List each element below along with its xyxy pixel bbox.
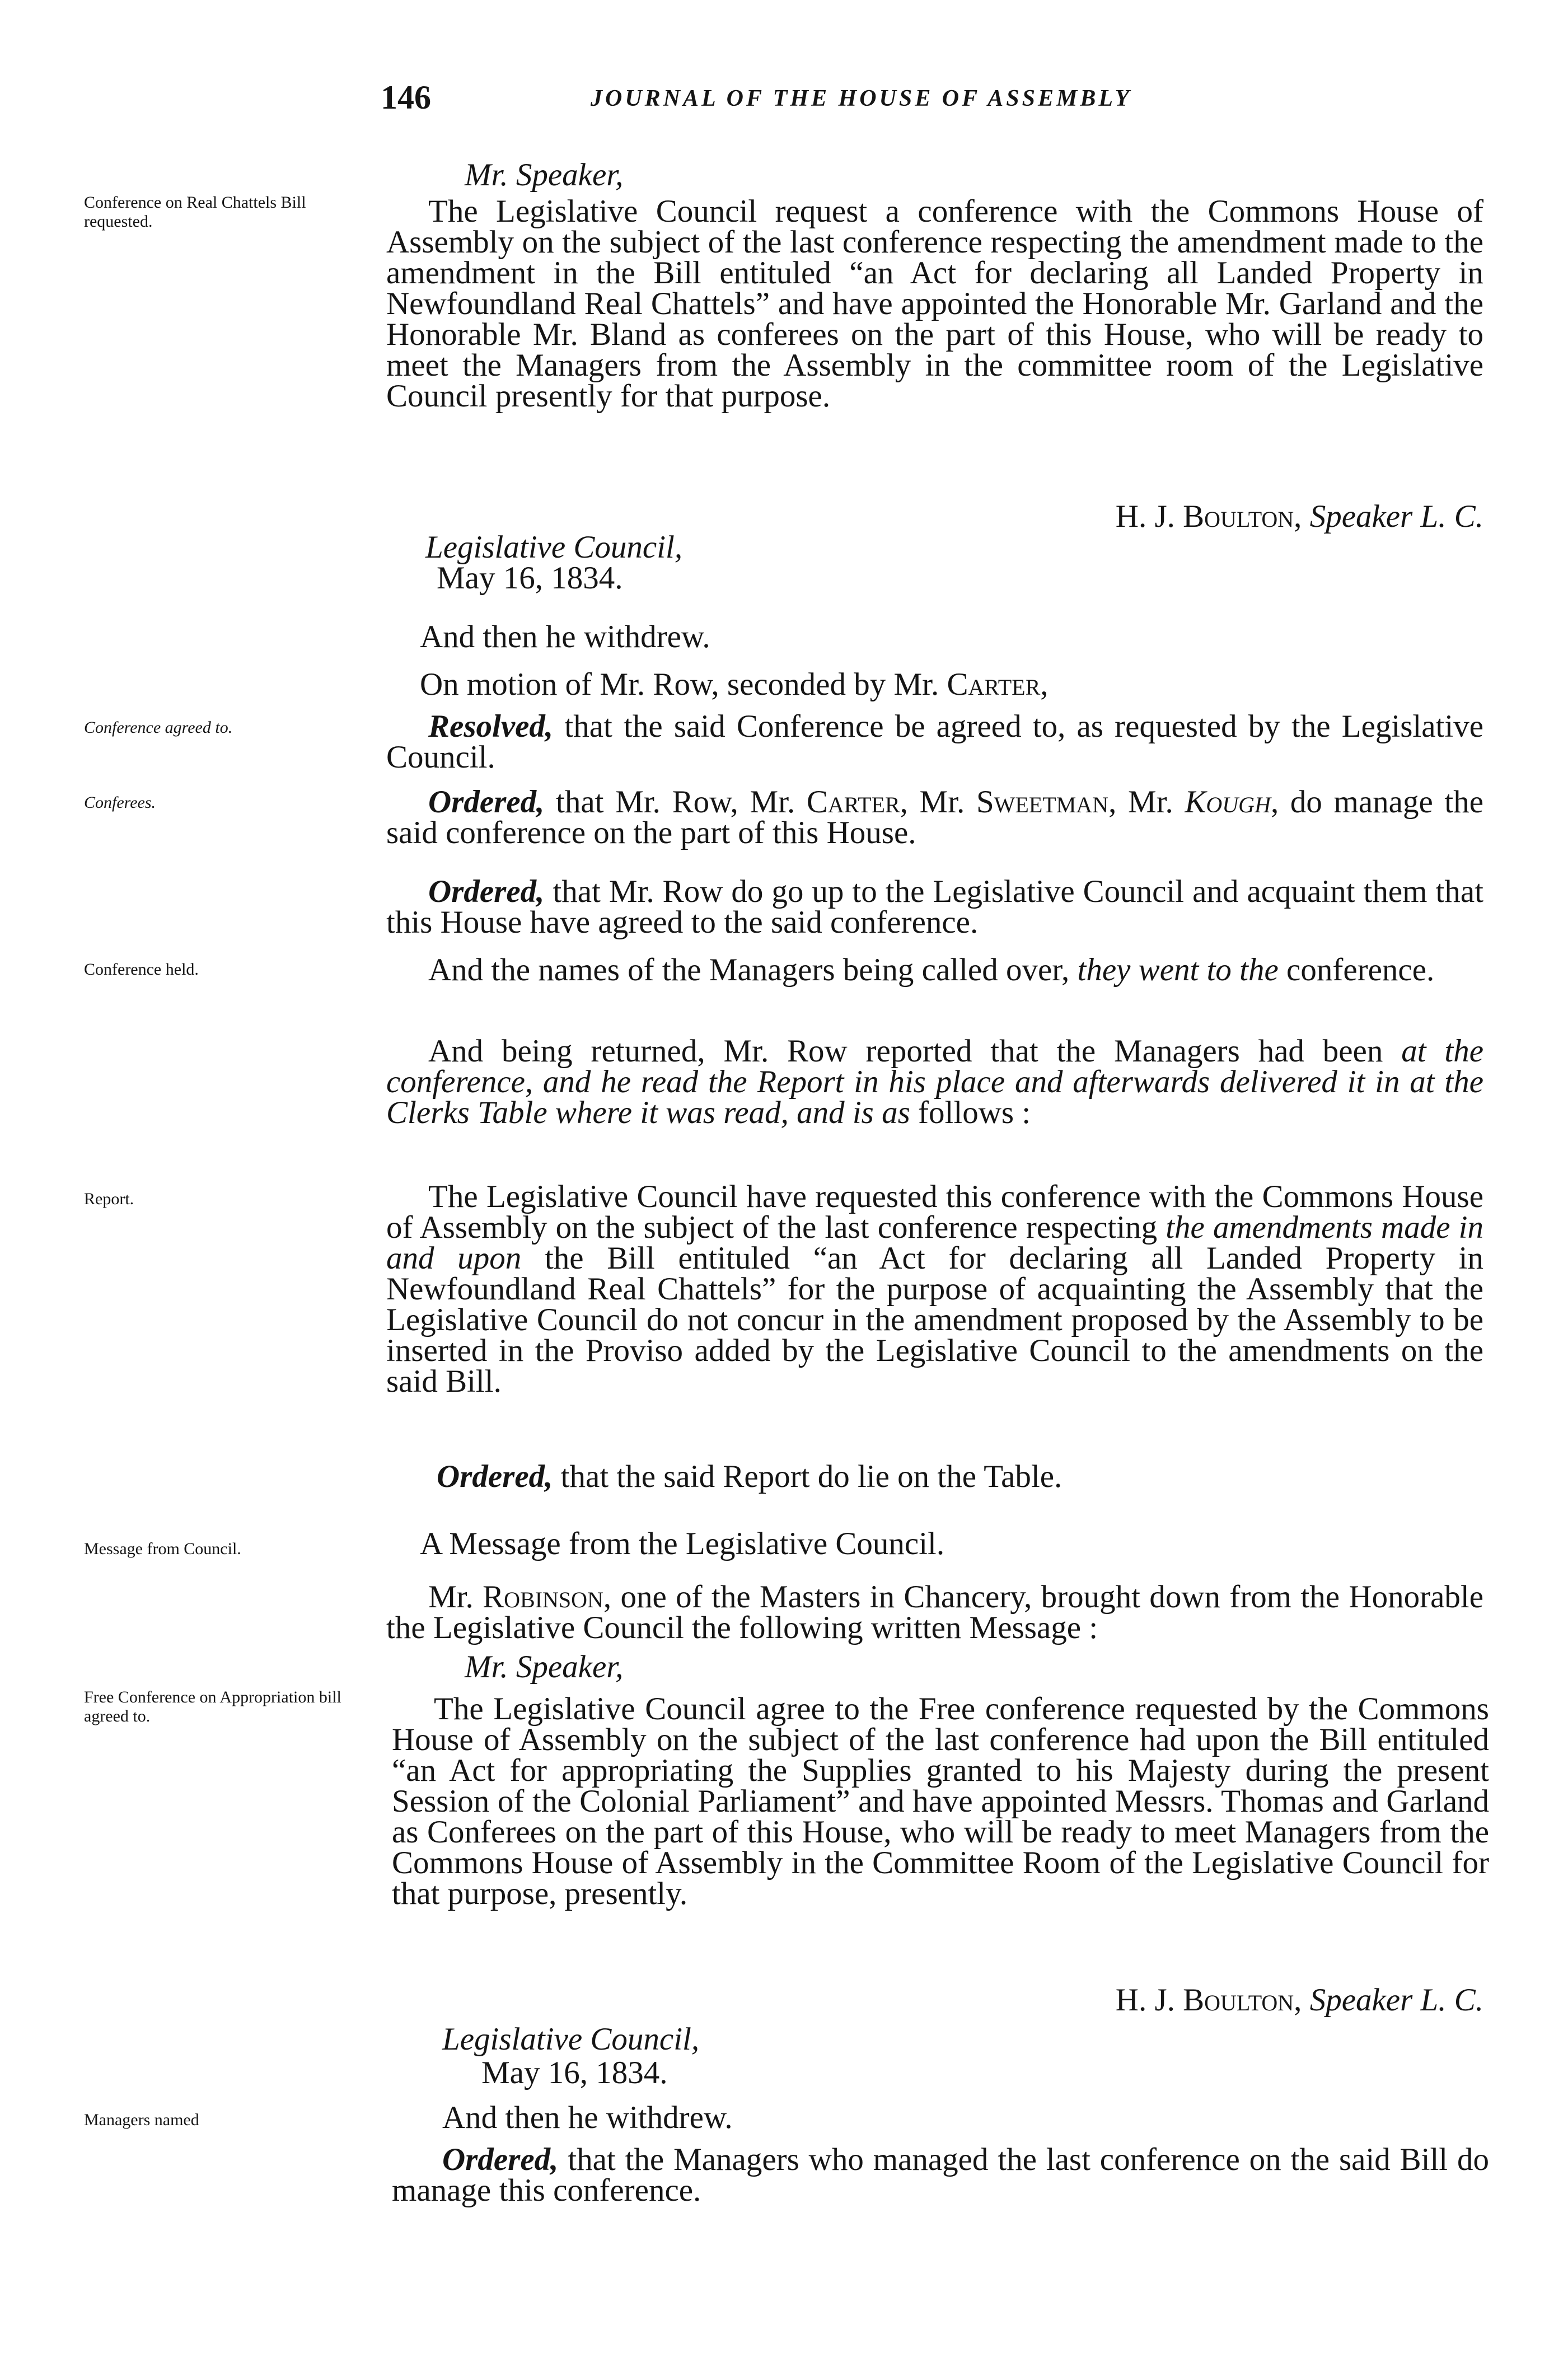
margin-note-conference-held: Conference held. [84,960,199,979]
margin-note-report: Report. [84,1190,134,1208]
robinson-paragraph: Mr. Robinson, one of the Masters in Chancery, brought down from the Honorable the Legislative Council the following written Message : [386,1579,1484,1645]
message-intro: A Message from the Legislative Council. [420,1526,945,1561]
margin-note-message: Message from Council. [84,1540,241,1558]
message2-body: The Legislative Council agree to the Free conference requested by the Commons House of Assembly on the subject of the last conference had upon the Bill entituled “an Act for appropriating the Supplies granted to his Majesty during the present Session of the Colonial Parliament” and have appointed Messrs. Thomas and Garland as Conferees on the part of this House, who will be ready to meet Managers from the Commons House of Assembly in the Committee Room of the Legislative Council for that purpose, presently. [392,1691,1489,1911]
motion-line: On motion of Mr. Row, seconded by Mr. Carter, [420,667,1049,702]
ordered-report: Ordered, that the said Report do lie on the Table. [437,1459,1063,1494]
message1-place: Legislative Council, [425,530,683,565]
message1-body: The Legislative Council request a conference with the Commons House of Assembly on the subject of the last conference respecting the amendment made to the amendment in the Bill entituled “an Act for declaring all Landed Property in Newfoundland Real Chattels” and have appointed the Honorable Mr. Garland and the Honorable Mr. Bland as conferees on the part of this House, who will be ready to meet the Managers from the Assembly in the committee room of the Legislative Council presently for that purpose. [386,194,1483,414]
margin-note-conferees: Conferees. [84,793,156,812]
message1-signature: H. J. Boulton, Speaker L. C. [1115,499,1483,534]
page-number: 146 [381,79,431,116]
ordered-managers: Ordered, that the Managers who managed the last conference on the said Bill do manage this conference. [392,2142,1489,2208]
margin-note-managers-named: Managers named [84,2111,199,2129]
margin-note-conference-agreed: Conference agreed to. [84,718,233,737]
returned-paragraph: And being returned, Mr. Row reported that the Managers had been at the conference, and he read the Report in his place and afterwards delivered it in at the Clerks Table where it was read, and is as follows : [386,1033,1484,1130]
withdrew-2: And then he withdrew. [442,2100,733,2135]
message2-signature: H. J. Boulton, Speaker L. C. [1115,1982,1483,2018]
ordered-row: Ordered, that Mr. Row do go up to the Legislative Council and acquaint them that this House have agreed to the said conference. [386,874,1483,940]
margin-note-free-conference: Free Conference on Appropriation bill agreed to. [84,1688,341,1725]
message1-date: May 16, 1834. [437,560,623,596]
running-title: JOURNAL OF THE HOUSE OF ASSEMBLY [591,86,1132,111]
report-paragraph: The Legislative Council have requested this conference with the Commons House of Assembly on the subject of the last conference respecting the amendments made in and upon the Bill entituled “an Act for declaring all Landed Property in Newfoundland Real Chattels” for the purpose of acquainting the Assembly that the Legislative Council do not concur in the amendment proposed by the Assembly to be inserted in the Proviso added by the Legislative Council to the amendments on the said Bill. [386,1179,1483,1399]
message2-date: May 16, 1834. [481,2055,668,2090]
ordered-conferees: Ordered, that Mr. Row, Mr. Carter, Mr. Sweetman, Mr. Kough, do manage the said conference on the part of this House. [386,784,1484,850]
conference-held-paragraph: And the names of the Managers being called over, they went to the conference. [428,952,1435,988]
withdrew-1: And then he withdrew. [420,619,710,654]
page-header [0,78,1568,118]
message2-salutation: Mr. Speaker, [465,1649,624,1685]
margin-note-real-chattels: Conference on Real Chattels Bill requested. [84,193,306,231]
message1-salutation: Mr. Speaker, [465,157,624,193]
message2-place: Legislative Council, [442,2022,700,2057]
resolved-paragraph: Resolved, that the said Conference be agreed to, as requested by the Legislative Council. [386,709,1483,775]
